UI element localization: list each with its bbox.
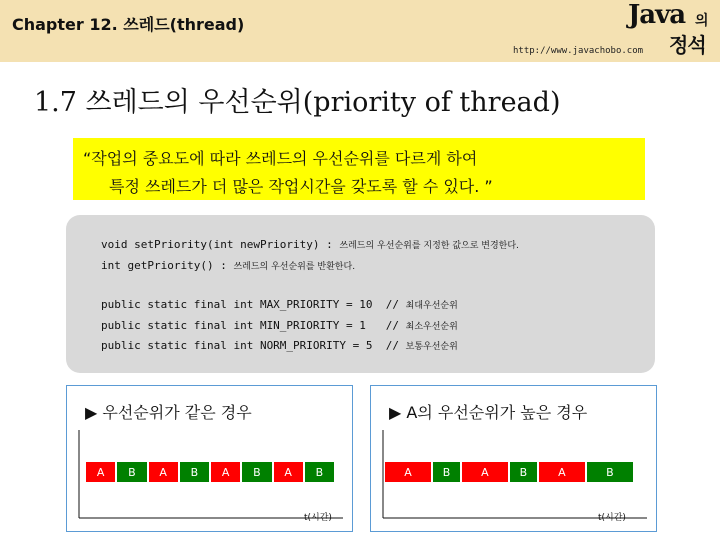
highlight-quote — [73, 138, 645, 200]
timeline-segment-b: B — [586, 461, 634, 483]
code-comment: 최소우선순위 — [405, 322, 458, 332]
code-comment: 최대우선순위 — [405, 301, 458, 311]
code-signature: public static final int MAX_PRIORITY = 10 // — [101, 298, 406, 311]
logo-jeongseok-text: 정석 — [669, 33, 706, 57]
panel-a-higher-priority — [370, 385, 657, 532]
timeline-bars — [384, 461, 634, 483]
timeline-segment-b: B — [509, 461, 538, 483]
website-url: http://www.javachobo.com — [513, 46, 644, 56]
slide-header — [0, 0, 720, 62]
timeline-segment-a: A — [538, 461, 586, 483]
x-axis-label: t(시간) — [304, 513, 332, 523]
code-line-max-priority — [101, 298, 458, 311]
timeline-segment-b: B — [241, 461, 272, 483]
code-signature: int getPriority() : — [101, 259, 234, 272]
code-comment: 보통우선순위 — [405, 342, 458, 352]
timeline-bars — [85, 461, 335, 483]
logo-java-text: Java — [628, 0, 686, 30]
code-line-setpriority — [101, 238, 519, 251]
code-comment: 쓰레드의 우선순위를 반환한다. — [233, 262, 356, 272]
timeline-segment-a: A — [148, 461, 179, 483]
code-line-min-priority — [101, 319, 458, 332]
code-signature: public static final int MIN_PRIORITY = 1 // — [101, 319, 406, 332]
code-comment: 쓰레드의 우선순위를 지정한 값으로 변경한다. — [339, 241, 519, 251]
timeline-segment-b: B — [304, 461, 335, 483]
code-signature: void setPriority(int newPriority) : — [101, 238, 340, 251]
code-line-getpriority — [101, 259, 355, 272]
timeline-segment-a: A — [85, 461, 116, 483]
logo-ui-text: 의 — [695, 13, 709, 29]
timeline-segment-b: B — [432, 461, 461, 483]
quote-line-2: 특정 쓰레드가 더 많은 작업시간을 갖도록 할 수 있다. ” — [109, 177, 493, 196]
timeline-segment-a: A — [461, 461, 509, 483]
code-line-norm-priority — [101, 339, 458, 352]
timeline-segment-b: B — [116, 461, 147, 483]
timeline-segment-a: A — [210, 461, 241, 483]
java-logo — [628, 2, 718, 58]
slide-title: 1.7 쓰레드의 우선순위(priority of thread) — [34, 87, 561, 118]
timeline-segment-a: A — [273, 461, 304, 483]
code-box — [66, 215, 655, 373]
code-signature: public static final int NORM_PRIORITY = 5 // — [101, 339, 406, 352]
chapter-title: Chapter 12. 쓰레드(thread) — [12, 15, 245, 34]
quote-line-1: “작업의 중요도에 따라 쓰레드의 우선순위를 다르게 하여 — [83, 149, 478, 168]
panel-title: ▶ A의 우선순위가 높은 경우 — [389, 403, 588, 422]
timeline-segment-a: A — [384, 461, 432, 483]
x-axis-label: t(시간) — [598, 513, 626, 523]
panel-title: ▶ 우선순위가 같은 경우 — [85, 403, 252, 422]
panel-equal-priority — [66, 385, 353, 532]
timeline-segment-b: B — [179, 461, 210, 483]
